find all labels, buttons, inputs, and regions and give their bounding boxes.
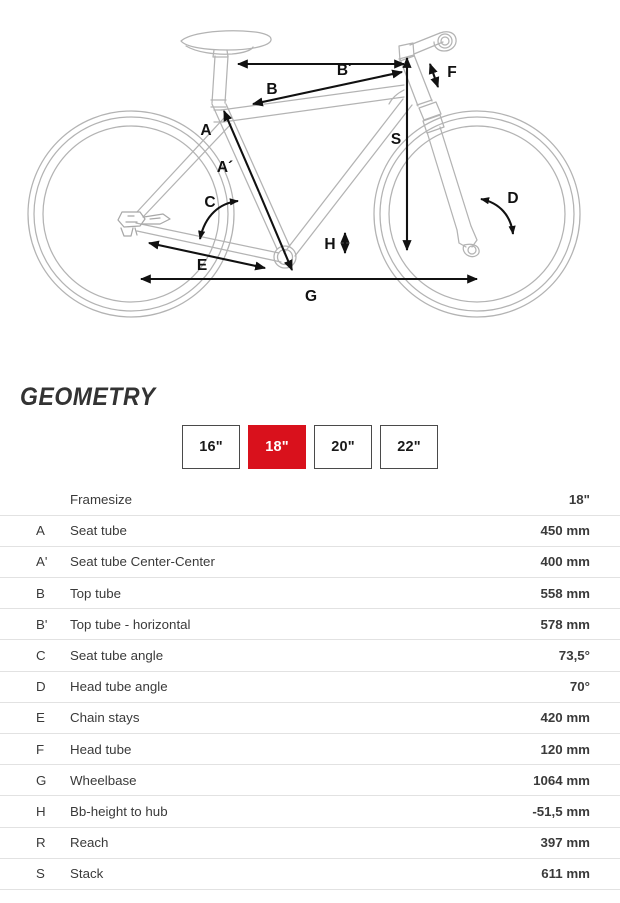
row-label: Top tube - horizontal: [58, 609, 339, 640]
rear-wheel-icon: [28, 111, 234, 317]
geometry-table-body: [0, 484, 620, 889]
bike-geometry-diagram: [0, 0, 620, 355]
row-label: Seat tube: [58, 515, 339, 546]
row-letter: [0, 484, 58, 515]
table-row: [0, 515, 620, 546]
size-option-18[interactable]: [248, 425, 306, 469]
row-label: Stack: [58, 858, 339, 889]
down-tube-icon: [284, 99, 412, 256]
row-letter: H: [0, 796, 58, 827]
label-b-prime: B´: [336, 62, 354, 79]
table-row: [0, 765, 620, 796]
table-row: [0, 858, 620, 889]
row-letter: F: [0, 734, 58, 765]
label-s: S: [390, 131, 402, 148]
row-value: 400 mm: [339, 546, 620, 577]
row-value: 120 mm: [339, 734, 620, 765]
row-value: 420 mm: [339, 702, 620, 733]
row-label: Framesize: [58, 484, 339, 515]
bottom-bracket-icon: [274, 246, 296, 268]
table-row: [0, 578, 620, 609]
row-label: Head tube: [58, 734, 339, 765]
table-row: [0, 671, 620, 702]
row-label: Seat tube Center-Center: [58, 546, 339, 577]
row-letter: C: [0, 640, 58, 671]
label-d: D: [507, 190, 519, 207]
fork-icon: [427, 127, 479, 257]
row-value: -51,5 mm: [339, 796, 620, 827]
row-letter: B: [0, 578, 58, 609]
row-letter: S: [0, 858, 58, 889]
top-tube-icon: [214, 85, 404, 122]
head-tube-icon: [399, 55, 432, 106]
label-f: F: [447, 64, 457, 81]
seat-tube-icon: [212, 104, 290, 249]
table-row: [0, 484, 620, 515]
label-e: E: [196, 257, 208, 274]
table-row: [0, 827, 620, 858]
row-letter: B': [0, 609, 58, 640]
table-row: [0, 796, 620, 827]
size-option-20[interactable]: [314, 425, 372, 469]
row-label: Wheelbase: [58, 765, 339, 796]
label-b: B: [266, 81, 278, 98]
row-letter: G: [0, 765, 58, 796]
row-label: Chain stays: [58, 702, 339, 733]
dimension-labels: [197, 62, 519, 305]
row-label: Seat tube angle: [58, 640, 339, 671]
table-row: [0, 546, 620, 577]
row-letter: A: [0, 515, 58, 546]
dimension-line-f: [430, 64, 438, 87]
size-option-16[interactable]: [182, 425, 240, 469]
row-letter: R: [0, 827, 58, 858]
front-wheel-icon: [374, 111, 580, 317]
label-a: A: [200, 122, 212, 139]
row-label: Reach: [58, 827, 339, 858]
table-row: [0, 640, 620, 671]
table-row: [0, 734, 620, 765]
row-value: 558 mm: [339, 578, 620, 609]
size-option-16-label: 16": [199, 439, 223, 455]
row-letter: A': [0, 546, 58, 577]
row-letter: E: [0, 702, 58, 733]
bike-diagram-svg: [0, 0, 620, 355]
row-label: Top tube: [58, 578, 339, 609]
size-option-22[interactable]: [380, 425, 438, 469]
geometry-table: [0, 484, 620, 890]
row-value: 70°: [339, 671, 620, 702]
row-value: 450 mm: [339, 515, 620, 546]
row-value: 611 mm: [339, 858, 620, 889]
saddle-icon: [181, 31, 271, 57]
bike-outline: [28, 31, 580, 317]
table-row: [0, 609, 620, 640]
dimension-line-a: [224, 111, 259, 192]
page-title: GEOMETRY: [20, 383, 156, 411]
row-label: Bb-height to hub: [58, 796, 339, 827]
label-g: G: [304, 288, 318, 305]
size-option-22-label: 22": [397, 439, 421, 455]
row-value: 1064 mm: [339, 765, 620, 796]
row-value: 18": [339, 484, 620, 515]
row-value: 73,5°: [339, 640, 620, 671]
size-option-18-label: 18": [265, 439, 289, 455]
seat-post-icon: [211, 56, 228, 107]
row-value: 578 mm: [339, 609, 620, 640]
row-label: Head tube angle: [58, 671, 339, 702]
size-option-20-label: 20": [331, 439, 355, 455]
table-row: [0, 702, 620, 733]
row-value: 397 mm: [339, 827, 620, 858]
label-c: C: [204, 194, 216, 211]
framesize-selector: [0, 425, 620, 469]
label-a-prime: A´: [216, 159, 234, 176]
label-h: H: [324, 236, 336, 253]
row-letter: D: [0, 671, 58, 702]
